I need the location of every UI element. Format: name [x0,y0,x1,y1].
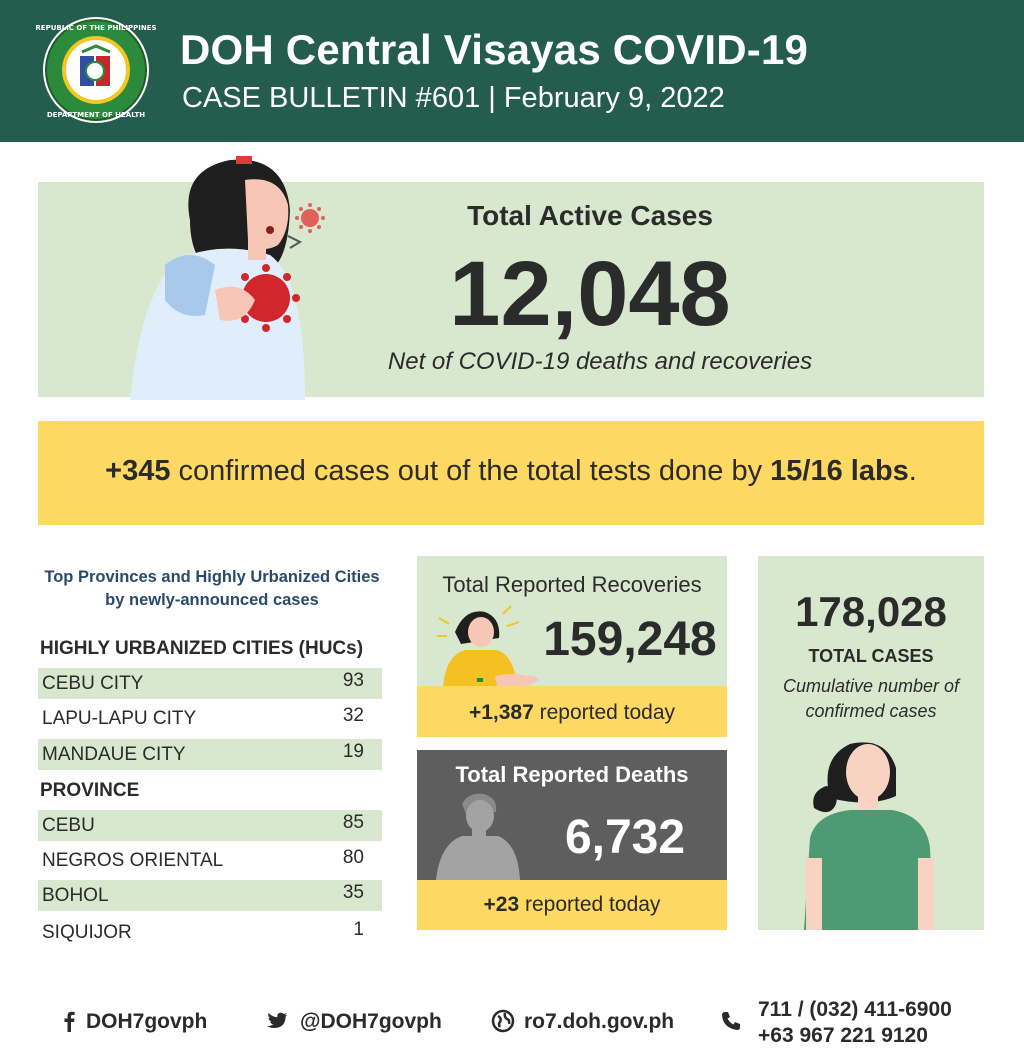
recoveries-today-value: +1,387 [468,701,534,724]
active-cases-note: Net of COVID-19 deaths and recoveries [387,348,813,375]
table-row [38,880,382,911]
top-areas-title [28,566,396,612]
row-value: 35 [342,882,364,903]
new-cases-text: confirmed cases out of the total tests done by [170,455,771,487]
bulletin-title: DOH Central Visayas COVID-19 [180,26,809,73]
bulletin-subtitle: CASE BULLETIN #601 | February 9, 2022 [182,82,725,114]
total-cases-note-line2: confirmed cases [805,701,937,721]
deaths-today [417,893,727,917]
active-cases-title: Total Active Cases [467,200,713,231]
twitter-handle[interactable]: @DOH7govph [300,1010,442,1033]
happy-woman-illustration [435,604,550,688]
seal-top-text: REPUBLIC OF THE PHILIPPINES [35,24,157,32]
total-cases-note-line1: Cumulative number of [782,676,960,696]
total-cases-label: TOTAL CASES [808,646,934,666]
deaths-title: Total Reported Deaths [455,762,689,787]
banner-period: . [908,455,917,487]
huc-heading: HIGHLY URBANIZED CITIES (HUCs) [40,638,364,659]
deaths-today-value: +23 [483,893,520,916]
row-name: SIQUIJOR [42,922,132,943]
row-value: 1 [353,919,364,940]
new-cases-banner-text [38,455,984,488]
row-value: 85 [342,812,364,833]
row-value: 19 [342,741,364,762]
province-heading: PROVINCE [40,780,140,801]
table-row [38,703,382,734]
row-value: 93 [342,670,364,691]
total-cases-value: 178,028 [795,588,947,635]
top-areas-title-line2: by newly-announced cases [105,591,319,609]
phone-number-1[interactable]: 711 / (032) 411-6900 [758,998,952,1021]
labs-count: 15/16 labs [770,455,909,487]
person-silhouette-illustration [432,790,524,880]
row-name: MANDAUE CITY [42,744,186,765]
recoveries-value: 159,248 [543,613,717,666]
row-name: CEBU [42,815,95,836]
active-cases-value: 12,048 [449,243,731,345]
top-areas-title-line1: Top Provinces and Highly Urbanized Cities [44,568,380,586]
table-row [38,810,382,841]
recoveries-today-label: reported today [533,701,676,724]
phone-number-2[interactable]: +63 967 221 9120 [758,1024,928,1047]
standing-woman-illustration [800,738,940,930]
facebook-icon [56,1008,82,1034]
recoveries-today [417,701,727,725]
row-name: LAPU-LAPU CITY [42,708,197,729]
table-row [38,739,382,770]
row-name: CEBU CITY [42,673,144,694]
table-row [38,917,382,948]
globe-icon [490,1008,516,1034]
total-cases-note [770,674,972,724]
coughing-woman-illustration [120,150,335,400]
row-name: BOHOL [42,885,109,906]
doh-seal-logo [35,16,157,124]
table-row [38,845,382,876]
phone-icon [718,1008,744,1034]
row-value: 32 [342,705,364,726]
deaths-today-label: reported today [519,893,661,916]
facebook-handle[interactable]: DOH7govph [86,1010,208,1033]
deaths-value: 6,732 [564,811,686,864]
row-value: 80 [342,847,364,868]
table-row [38,668,382,699]
row-name: NEGROS ORIENTAL [42,850,224,871]
recoveries-title: Total Reported Recoveries [442,572,702,597]
website-link[interactable]: ro7.doh.gov.ph [524,1010,675,1033]
twitter-icon [264,1008,290,1034]
new-cases-count: +345 [105,455,171,487]
seal-bottom-text: DEPARTMENT OF HEALTH [46,111,146,119]
